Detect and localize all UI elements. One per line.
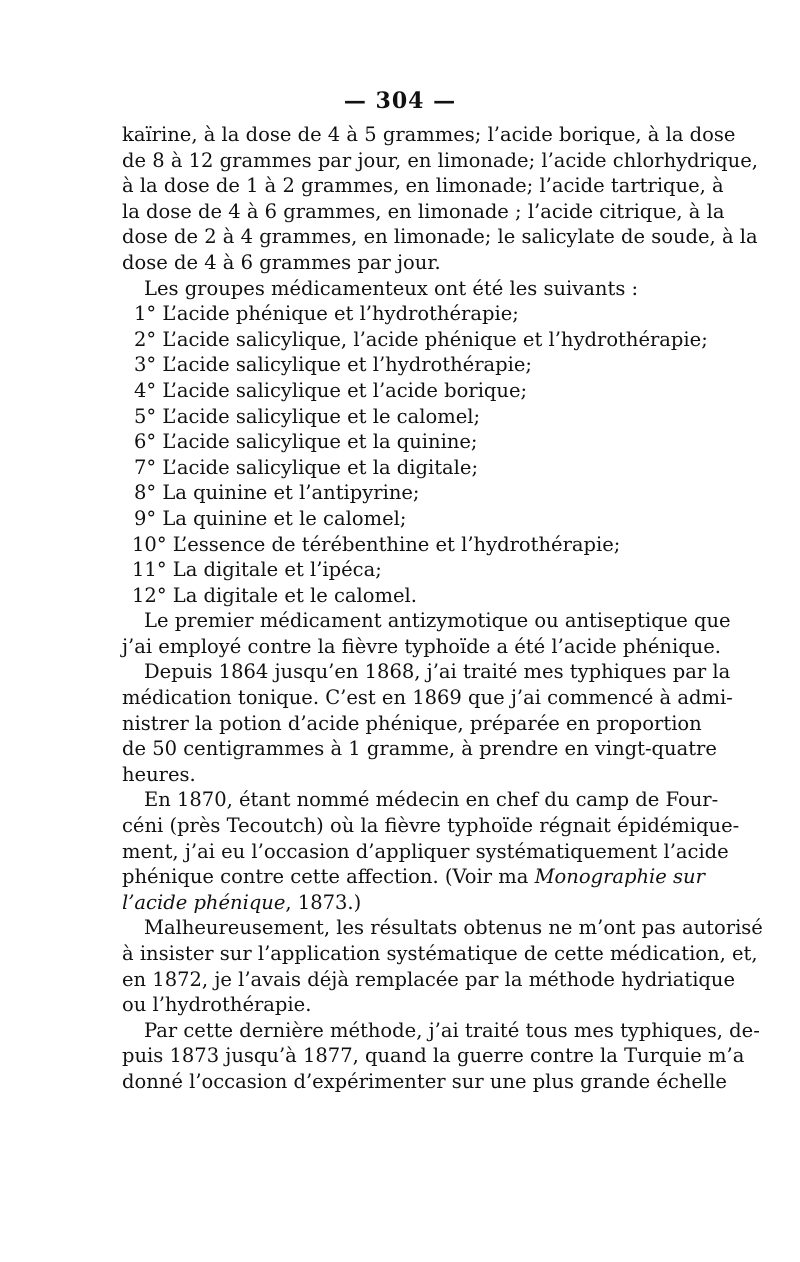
text-line: à insister sur l’application systématique de cette médication, et, bbox=[122, 942, 758, 965]
list-item: 10° L’essence de térébenthine et l’hydrothérapie; bbox=[132, 532, 621, 556]
text-line: Malheureusement, les résultats obtenus ne m’ont pas autorisé bbox=[144, 916, 763, 940]
text-segment: phénique contre cette affection. (Voir ma bbox=[122, 865, 535, 889]
text-line: dose de 2 à 4 grammes, en limonade; le salicylate de soude, à la bbox=[122, 225, 758, 249]
text-line: la dose de 4 à 6 grammes, en limonade ; l’acide citrique, à la bbox=[122, 199, 725, 223]
text-line: En 1870, étant nommé médecin en chef du camp de Four- bbox=[144, 788, 719, 812]
text-line: céni (près Tecoutch) où la fièvre typhoïde régnait épidémique- bbox=[122, 814, 740, 838]
page-number: — 304 — bbox=[343, 88, 457, 114]
list-item: 4° L’acide salicylique et l’acide borique; bbox=[134, 378, 528, 402]
list-item: 8° La quinine et l’antipyrine; bbox=[134, 481, 420, 505]
text-line: en 1872, je l’avais déjà remplacée par la méthode hydriatique bbox=[122, 967, 736, 991]
text-line: ment, j’ai eu l’occasion d’appliquer systématiquement l’acide bbox=[122, 839, 729, 863]
text-line: nistrer la potion d’acide phénique, préparée en proportion bbox=[122, 711, 702, 735]
text-line: Depuis 1864 jusqu’en 1868, j’ai traité mes typhiques par la bbox=[144, 660, 731, 684]
text-line: heures. bbox=[122, 762, 196, 786]
text-line: kaïrine, à la dose de 4 à 5 grammes; l’acide borique, à la dose bbox=[122, 123, 736, 146]
text-segment: , 1873.) bbox=[285, 890, 362, 914]
text-line: dose de 4 à 6 grammes par jour. bbox=[122, 250, 441, 274]
list-item: 5° L’acide salicylique et le calomel; bbox=[134, 404, 481, 428]
list-item: 2° L’acide salicylique, l’acide phénique et l’hydrothérapie; bbox=[134, 327, 708, 351]
list-item: 6° L’acide salicylique et la quinine; bbox=[134, 430, 478, 454]
list-item: 7° L’acide salicylique et la digitale; bbox=[134, 455, 479, 479]
italic-title: Monographie sur bbox=[534, 865, 705, 889]
list-item: 1° L’acide phénique et l’hydrothérapie; bbox=[134, 302, 519, 326]
text-line-with-italic bbox=[122, 864, 705, 890]
text-line: j’ai employé contre la fièvre typhoïde a été l’acide phénique. bbox=[122, 634, 721, 658]
text-line: Les groupes médicamenteux ont été les suivants : bbox=[144, 276, 639, 300]
text-line: puis 1873 jusqu’à 1877, quand la guerre contre la Turquie m’a bbox=[122, 1044, 745, 1068]
text-line: donné l’occasion d’expérimenter sur une plus grande échelle bbox=[122, 1069, 727, 1093]
text-line: Par cette dernière méthode, j’ai traité tous mes typhiques, de- bbox=[144, 1018, 760, 1042]
text-line: à la dose de 1 à 2 grammes, en limonade; l’acide tartrique, à bbox=[122, 174, 724, 198]
list-item: 9° La quinine et le calomel; bbox=[134, 506, 407, 530]
text-line: de 8 à 12 grammes par jour, en limonade; l’acide chlorhydrique, bbox=[122, 148, 758, 172]
text-line: médication tonique. C’est en 1869 que j’ai commencé à admi- bbox=[122, 686, 733, 710]
text-line: de 50 centigrammes à 1 gramme, à prendre en vingt-quatre bbox=[122, 737, 717, 761]
text-line: ou l’hydrothérapie. bbox=[122, 993, 312, 1017]
body-text bbox=[122, 122, 763, 1095]
list-item: 12° La digitale et le calomel. bbox=[132, 583, 417, 607]
text-line-with-italic bbox=[122, 890, 677, 916]
text-line: Le premier médicament antizymotique ou antiseptique que bbox=[144, 609, 731, 633]
list-item: 3° L’acide salicylique et l’hydrothérapie; bbox=[134, 353, 532, 377]
italic-title: l’acide phénique bbox=[122, 890, 286, 914]
list-item: 11° La digitale et l’ipéca; bbox=[132, 558, 382, 582]
